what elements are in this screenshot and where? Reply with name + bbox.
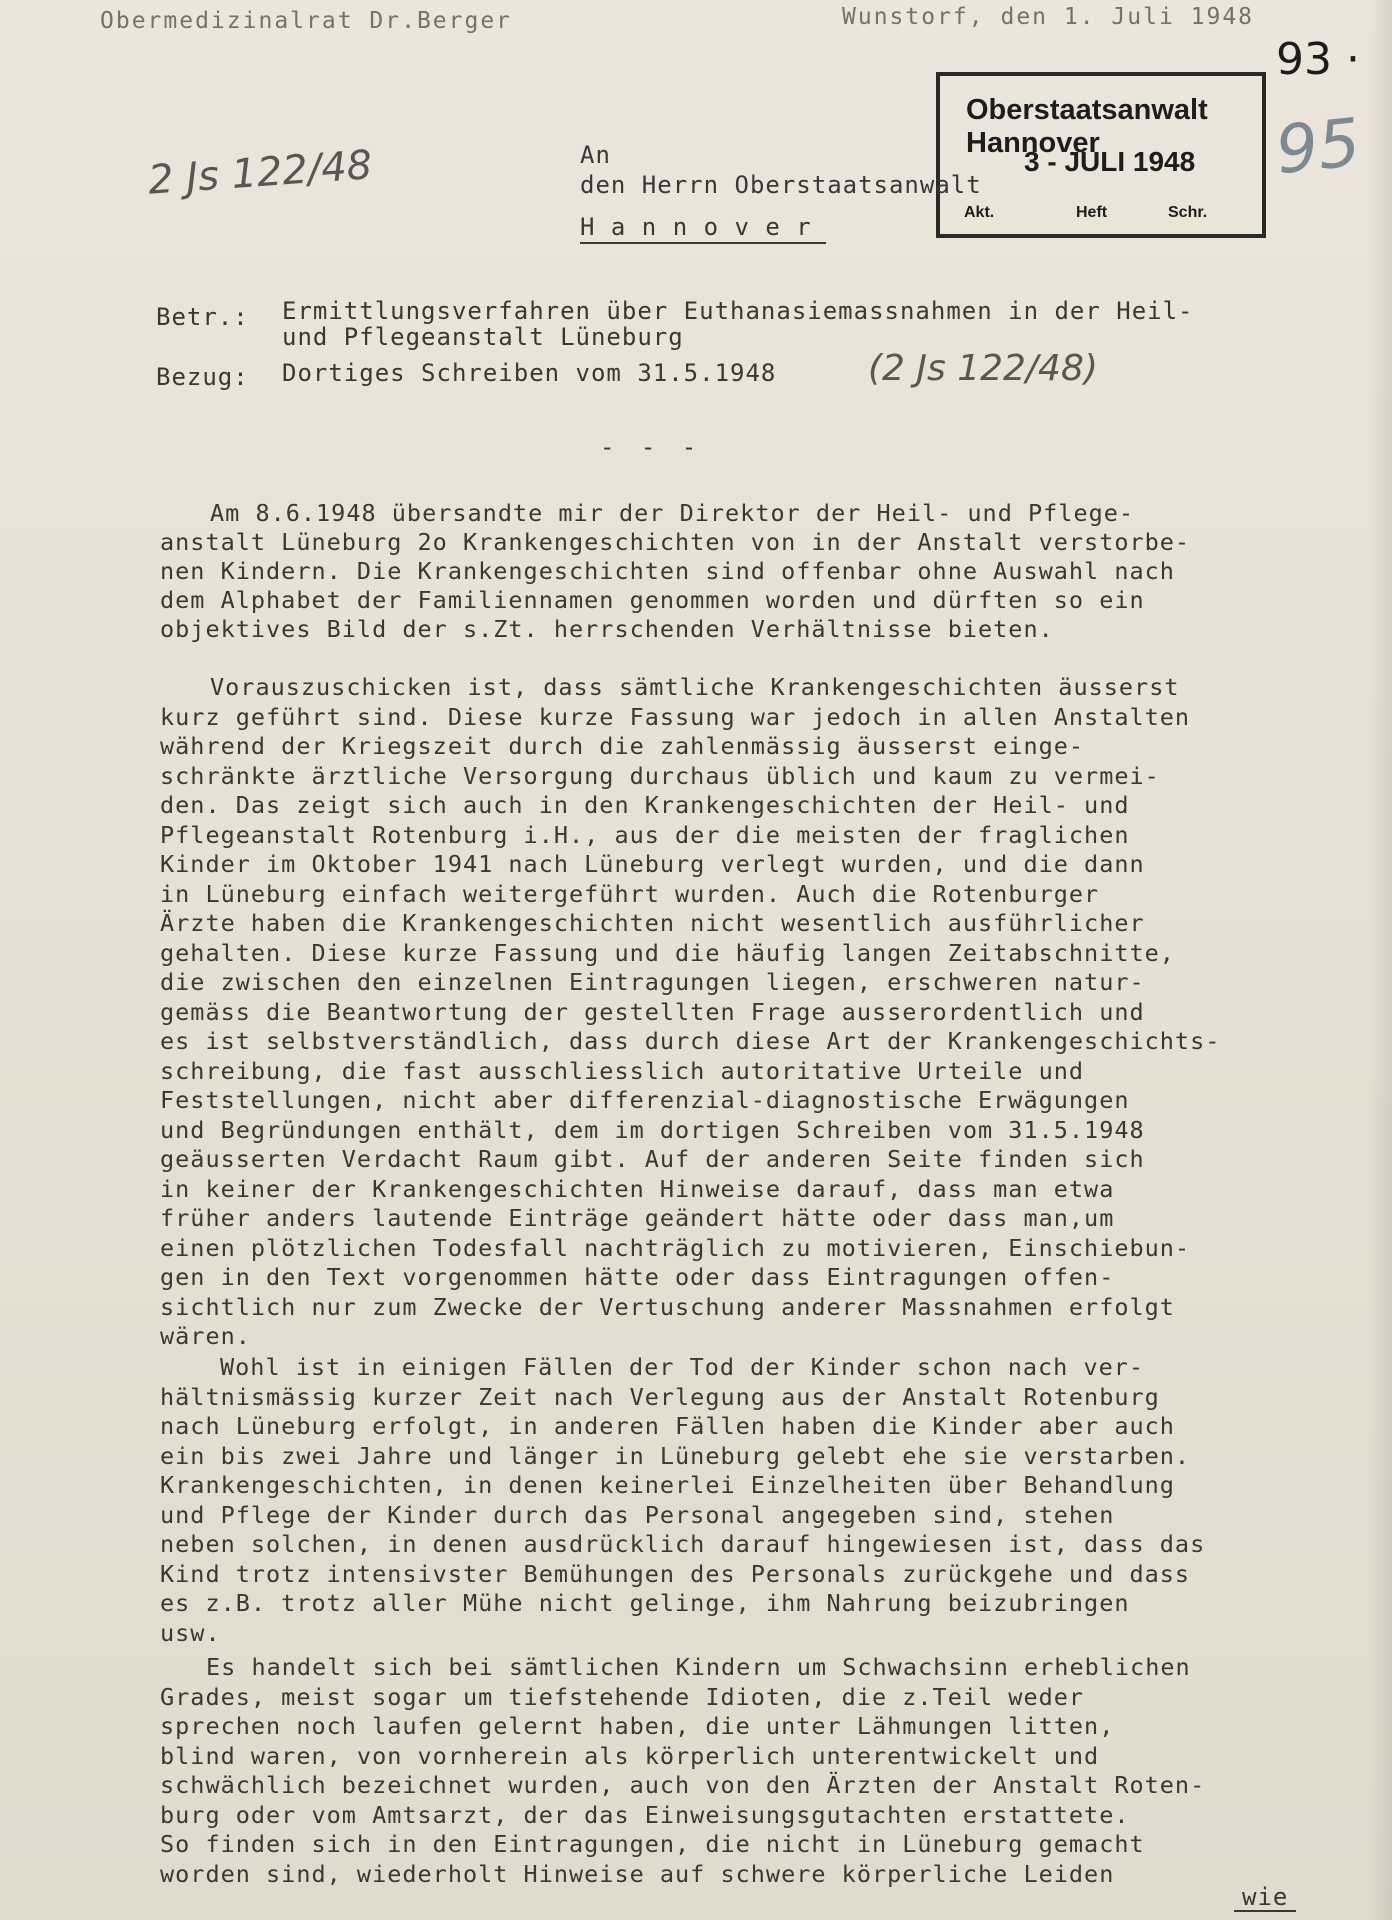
body-text-line: So finden sich in den Eintragungen, die nicht in Lüneburg gemacht	[160, 1830, 1145, 1858]
body-text-line: es ist selbstverständlich, dass durch diese Art der Krankengeschichts-	[160, 1027, 1221, 1055]
stamp-title: Oberstaatsanwalt Hannover	[966, 94, 1208, 159]
body-text-line: die zwischen den einzelnen Eintragungen liegen, erschweren natur-	[160, 968, 1145, 996]
body-text-line: anstalt Lüneburg 2o Krankengeschichten von in der Anstalt verstorbe-	[160, 528, 1191, 556]
place-date: Wunstorf, den 1. Juli 1948	[842, 4, 1255, 30]
body-text-line: Am 8.6.1948 übersandte mir der Direktor der Heil- und Pflege-	[210, 499, 1135, 527]
address-city: H a n n o v e r	[580, 212, 826, 244]
body-text-line: blind waren, von vornherein als körperlich unterentwickelt und	[160, 1742, 1100, 1770]
address-line-2: den Herrn Oberstaatsanwalt	[580, 171, 982, 199]
body-text-line: usw.	[160, 1619, 221, 1647]
body-text-line: sichtlich nur zum Zwecke der Vertuschung anderer Massnahmen erfolgt	[160, 1293, 1175, 1321]
sender-line: Obermedizinalrat Dr.Berger	[100, 8, 513, 34]
body-text-line: neben solchen, in denen ausdrücklich darauf hingewiesen ist, dass das	[160, 1530, 1206, 1558]
stamp-date: 3 - JULI 1948	[1024, 146, 1196, 177]
stamp-field-heft: Heft	[1076, 204, 1108, 221]
address-line-1: An	[580, 141, 611, 169]
body-text-line: Kinder im Oktober 1941 nach Lüneburg verlegt wurden, und die dann	[160, 850, 1145, 878]
body-text-line: Vorauszuschicken ist, dass sämtliche Krankengeschichten äusserst	[210, 673, 1180, 701]
bezug-handwritten-reference: (2 Js 122/48)	[868, 348, 1098, 389]
stamp-field-schr: Schr.	[1168, 204, 1208, 221]
body-text-line: früher anders lautende Einträge geändert hätte oder dass man,um	[160, 1204, 1115, 1232]
body-text-line: dem Alphabet der Familiennamen genommen worden und dürften so ein	[160, 586, 1145, 614]
body-text-line: Wohl ist in einigen Fällen der Tod der Kinder schon nach ver-	[220, 1353, 1145, 1381]
body-text-line: und Begründungen enthält, dem im dortigen Schreiben vom 31.5.1948	[160, 1116, 1145, 1144]
body-text-line: gehalten. Diese kurze Fassung und die häufig langen Zeitabschnitte,	[160, 939, 1175, 967]
body-text-line: objektives Bild der s.Zt. herrschenden Verhältnisse bieten.	[160, 615, 1054, 643]
body-text-line: es z.B. trotz aller Mühe nicht gelinge, ihm Nahrung beizubringen	[160, 1589, 1130, 1617]
body-text-line: hältnismässig kurzer Zeit nach Verlegung aus der Anstalt Rotenburg	[160, 1383, 1160, 1411]
body-text-line: Ärzte haben die Krankengeschichten nicht wesentlich ausführlicher	[160, 909, 1145, 937]
old-page-number: 95	[1272, 103, 1364, 190]
body-text-line: sprechen noch laufen gelernt haben, die unter Lähmungen litten,	[160, 1712, 1115, 1740]
body-text-line: Krankengeschichten, in denen keinerlei Einzelheiten über Behandlung	[160, 1471, 1175, 1499]
body-text-line: Pflegeanstalt Rotenburg i.H., aus der die meisten der fraglichen	[160, 821, 1130, 849]
betr-line-1: Ermittlungsverfahren über Euthanasiemassnahmen in der Heil-	[282, 297, 1194, 325]
betr-label: Betr.:	[156, 303, 249, 331]
body-text-line: in Lüneburg einfach weitergeführt wurden. Auch die Rotenburger	[160, 880, 1100, 908]
body-text-line: burg oder vom Amtsarzt, der das Einweisungsgutachten erstattete.	[160, 1801, 1130, 1829]
body-text-line: Es handelt sich bei sämtlichen Kindern um Schwachsinn erheblichen	[206, 1653, 1191, 1681]
body-text-line: einen plötzlichen Todesfall nachträglich zu motivieren, Einschiebun-	[160, 1234, 1191, 1262]
body-text-line: schreibung, die fast ausschliesslich autoritative Urteile und	[160, 1057, 1085, 1085]
body-text-line: Feststellungen, nicht aber differenzial-diagnostische Erwägungen	[160, 1086, 1130, 1114]
betr-line-2: und Pflegeanstalt Lüneburg	[282, 323, 684, 351]
body-text-line: nach Lüneburg erfolgt, in anderen Fällen haben die Kinder aber auch	[160, 1412, 1175, 1440]
bezug-text: Dortiges Schreiben vom 31.5.1948	[282, 359, 777, 387]
body-text-line: gen in den Text vorgenommen hätte oder dass Eintragungen offen-	[160, 1263, 1115, 1291]
bezug-label: Bezug:	[156, 363, 249, 391]
file-reference-handwritten: 2 Js 122/48	[146, 142, 374, 204]
page-number: 93 ·	[1276, 34, 1360, 85]
separator: - - -	[600, 433, 703, 461]
body-text-line: gemäss die Beantwortung der gestellten Frage ausserordentlich und	[160, 998, 1145, 1026]
body-text-line: in keiner der Krankengeschichten Hinweise darauf, dass man etwa	[160, 1175, 1115, 1203]
received-stamp	[936, 72, 1266, 238]
catchword: wie	[1234, 1884, 1296, 1912]
body-text-line: nen Kindern. Die Krankengeschichten sind offenbar ohne Auswahl nach	[160, 557, 1175, 585]
body-text-line: geäusserten Verdacht Raum gibt. Auf der anderen Seite finden sich	[160, 1145, 1145, 1173]
body-text-line: ein bis zwei Jahre und länger in Lüneburg gelebt ehe sie verstarben.	[160, 1442, 1191, 1470]
body-text-line: schwächlich bezeichnet wurden, auch von den Ärzten der Anstalt Roten-	[160, 1771, 1206, 1799]
body-text-line: während der Kriegszeit durch die zahlenmässig äusserst einge-	[160, 732, 1085, 760]
body-text-line: Kind trotz intensivster Bemühungen des Personals zurückgehe und dass	[160, 1560, 1191, 1588]
body-text-line: wären.	[160, 1322, 251, 1350]
body-text-line: kurz geführt sind. Diese kurze Fassung war jedoch in allen Anstalten	[160, 703, 1191, 731]
body-text-line: worden sind, wiederholt Hinweise auf schwere körperliche Leiden	[160, 1860, 1115, 1888]
stamp-field-akt: Akt.	[964, 204, 995, 221]
body-text-line: Grades, meist sogar um tiefstehende Idioten, die z.Teil weder	[160, 1683, 1085, 1711]
body-text-line: den. Das zeigt sich auch in den Krankengeschichten der Heil- und	[160, 791, 1130, 819]
body-text-line: schränkte ärztliche Versorgung durchaus üblich und kaum zu vermei-	[160, 762, 1160, 790]
body-text-line: und Pflege der Kinder durch das Personal angegeben sind, stehen	[160, 1501, 1115, 1529]
